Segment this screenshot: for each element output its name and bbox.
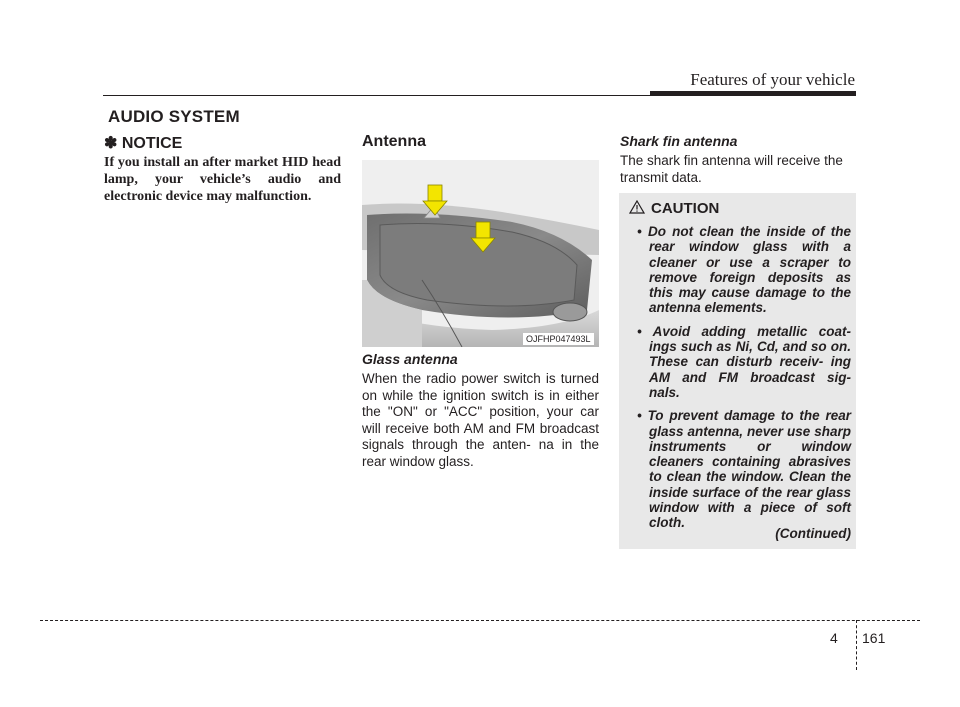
- caution-list: [620, 224, 851, 539]
- notice-heading: [104, 133, 182, 153]
- chapter-number: 4: [830, 630, 838, 646]
- shark-fin-heading: Shark fin antenna: [620, 133, 738, 149]
- caution-item-text: Do not clean the inside of the rear window glass with a cleaner or use a scraper to remove foreign deposits as this may cause damage to the antenna elements.: [647, 224, 852, 316]
- antenna-heading: Antenna: [362, 133, 426, 150]
- brand-badge: [553, 303, 587, 321]
- page-number: 161: [862, 630, 886, 646]
- glass-antenna-body: When the radio power switch is turned on while the ignition switch is in either the "ON" or "ACC" position, your car will receive both AM and FM broadcast signals through the anten- na in the rear window glass.: [362, 371, 599, 469]
- figure-code: OJFHP047493L: [523, 333, 594, 345]
- header-rule: [103, 95, 650, 96]
- notice-title: NOTICE: [121, 135, 183, 152]
- warning-triangle-icon: [629, 200, 645, 214]
- notice-body: If you install an after market HID head lamp, your vehicle’s audio and electronic device may malfunction.: [104, 155, 341, 204]
- caution-heading: [629, 200, 719, 217]
- section-title: AUDIO SYSTEM: [108, 107, 240, 126]
- shark-fin-body: The shark fin antenna will receive the transmit data.: [620, 153, 843, 185]
- caution-item-text: To prevent damage to the rear glass antenna, never use sharp instruments or window cleaners containing abrasives to clean the window. Clean the inside surface of the rear glass window with a piece of soft cloth.: [647, 408, 851, 531]
- footer-divider: [856, 620, 857, 670]
- caution-item-text: Avoid adding metallic coat- ings such as Ni, Cd, and so on. These can disturb receiv- ing AM and FM broadcast sig- nals.: [649, 323, 851, 400]
- antenna-figure: [362, 160, 599, 347]
- continued-note: (Continued): [775, 526, 851, 541]
- caution-item: • To prevent damage to the rear glass antenna, never use sharp instruments or window cleaners containing abrasives to clean the window. Clean the inside surface of the rear glass window with a piece of soft cloth.: [637, 408, 851, 531]
- footer-rule: [40, 620, 920, 621]
- header-title: Features of your vehicle: [690, 70, 855, 89]
- car-rear-illustration: [362, 160, 599, 347]
- caution-item: • Do not clean the inside of the rear window glass with a cleaner or use a scraper to remove foreign deposits as this may cause damage to the antenna elements.: [637, 224, 852, 316]
- header-rule-thick: [650, 91, 856, 96]
- caution-title: CAUTION: [651, 200, 720, 217]
- notice-symbol-icon: ✽: [104, 135, 118, 152]
- caution-item: • Avoid adding metallic coat- ings such as Ni, Cd, and so on. These can disturb receiv- ing AM and FM broadcast sig- nals.: [637, 323, 851, 400]
- glass-antenna-heading: Glass antenna: [362, 351, 458, 367]
